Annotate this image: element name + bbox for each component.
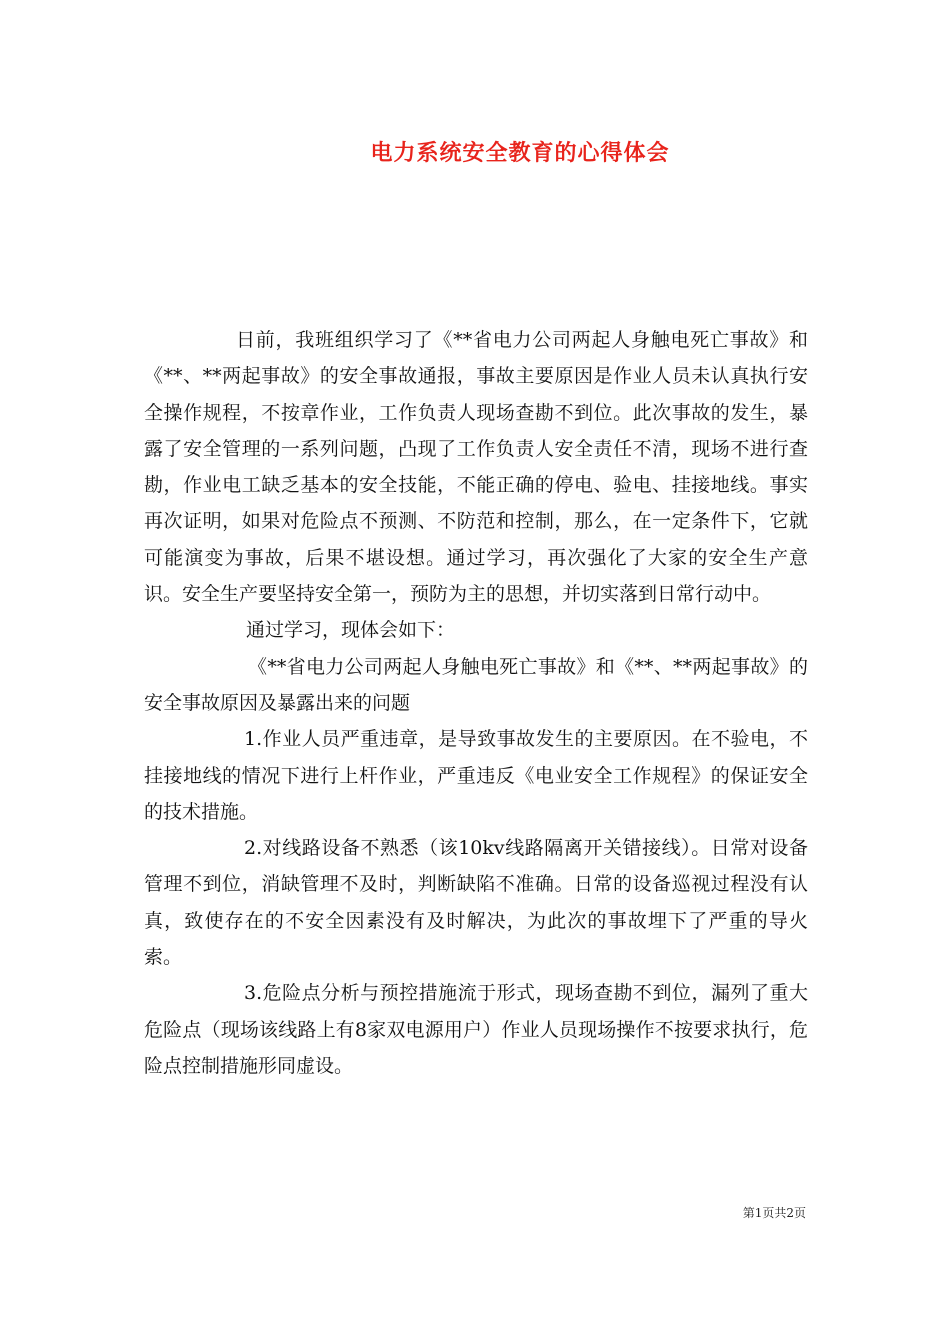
document-body <box>144 322 808 1084</box>
paragraph-point-3: 3.危险点分析与预控措施流于形式，现场查勘不到位，漏列了重大危险点（现场该线路上有8家双电源用户）作业人员现场操作不按要求执行，危险点控制措施形同虚设。 <box>144 982 808 1077</box>
page-number-footer: 第1页共2页 <box>742 1206 806 1220</box>
paragraph-intro: 日前，我班组织学习了《**省电力公司两起人身触电死亡事故》和《**、**两起事故》的安全事故通报，事故主要原因是作业人员未认真执行安全操作规程，不按章作业，工作负责人现场查勘不到位。此次事故的发生，暴露了安全管理的一系列问题，凸现了工作负责人安全责任不清，现场不进行查勘，作业电工缺乏基本的安全技能，不能正确的停电、验电、挂接地线。事实再次证明，如果对危险点不预测、不防范和控制，那么，在一定条件下，它就可能演变为事故，后果不堪设想。通过学习，再次强化了大家的安全生产意识。安全生产要坚持安全第一，预防为主的思想，并切实落到日常行动中。 <box>144 329 808 606</box>
paragraph-summary-lead: 通过学习，现体会如下： <box>246 619 456 642</box>
paragraph-point-1: 1.作业人员严重违章，是导致事故发生的主要原因。在不验电，不挂接地线的情况下进行上杆作业，严重违反《电业安全工作规程》的保证安全的技术措施。 <box>144 728 808 823</box>
paragraph-section-heading: 《**省电力公司两起人身触电死亡事故》和《**、**两起事故》的安全事故原因及暴露出来的问题 <box>144 655 808 714</box>
document-title: 电力系统安全教育的心得体会 <box>370 140 670 166</box>
paragraph-point-2: 2.对线路设备不熟悉（该10kv线路隔离开关错接线）。日常对设备管理不到位，消缺管理不及时，判断缺陷不准确。日常的设备巡视过程没有认真，致使存在的不安全因素没有及时解决，为此次的事故埋下了严重的导火索。 <box>144 837 808 969</box>
